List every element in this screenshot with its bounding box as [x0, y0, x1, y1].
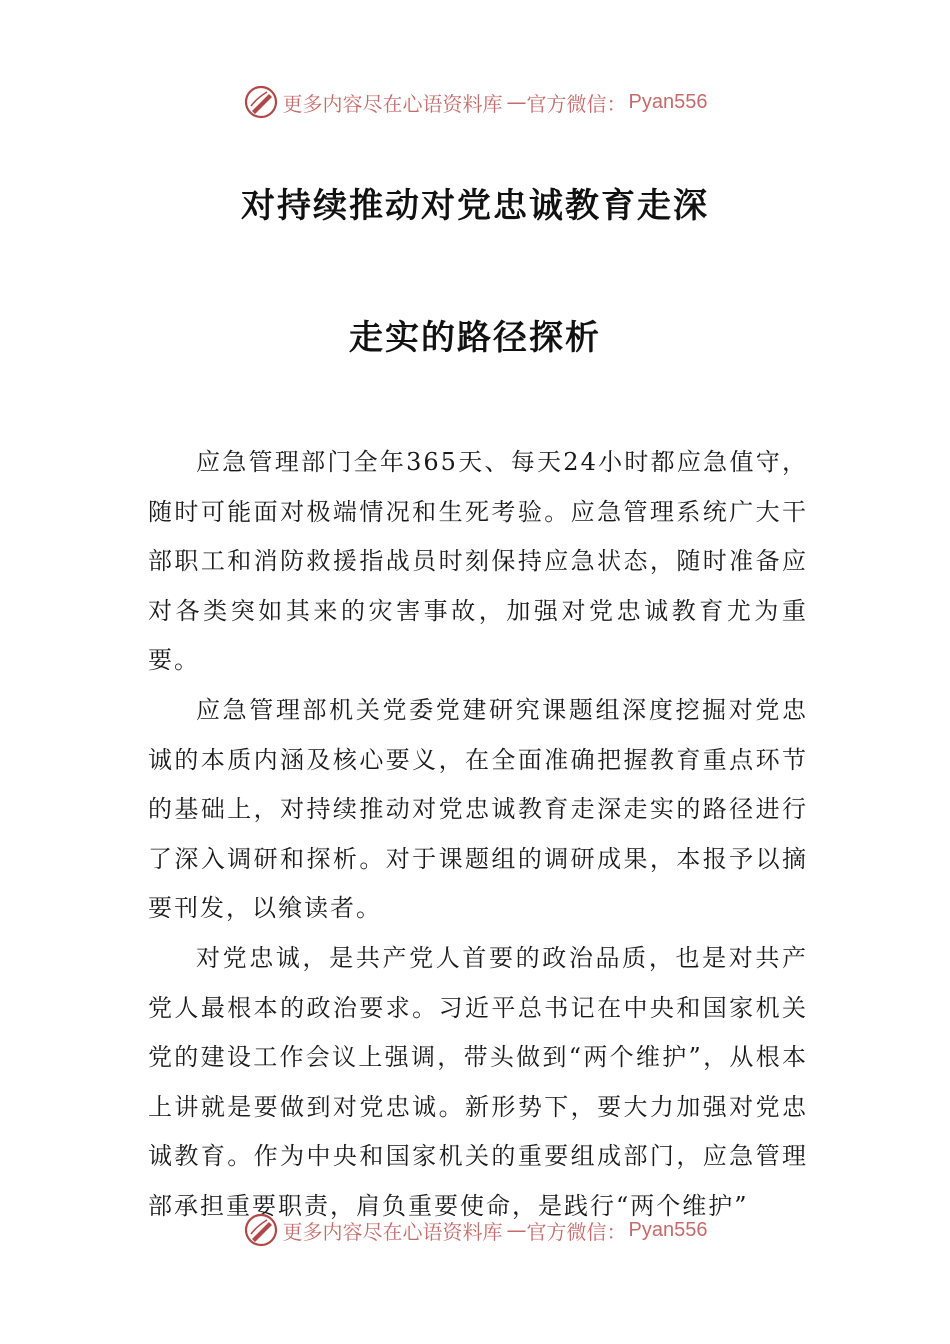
pen-seal-icon	[243, 1212, 279, 1248]
watermark-label: 官方微信：	[526, 91, 627, 116]
watermark-label: 官方微信：	[526, 1219, 627, 1244]
pen-seal-icon	[243, 84, 279, 120]
document-title-line-1: 对持续推动对党忠诚教育走深	[241, 186, 709, 226]
body-paragraph: 应急管理部门全年365天、每天24小时都应急值守，随时可能面对极端情况和生死考验。应急管理系统广大干部职工和消防救援指战员时刻保持应急状态，随时准备应对各类突如其来的灾害事故，加强对党忠诚教育尤为重要。	[148, 448, 808, 675]
watermark-wechat-id: Pyan556	[628, 1218, 708, 1241]
document-title-line-2: 走实的路径探析	[349, 318, 601, 358]
body-paragraph: 应急管理部机关党委党建研究课题组深度挖掘对党忠诚的本质内涵及核心要义，在全面准确把握教育重点环节的基础上，对持续推动对党忠诚教育走深走实的路径进行了深入调研和探析。对于课题组的调研成果，本报予以摘要刊发，以飨读者。	[148, 695, 808, 923]
body-paragraph: 对党忠诚，是共产党人首要的政治品质，也是对共产党人最根本的政治要求。习近平总书记在中央和国家机关党的建设工作会议上强调，带头做到“两个维护”，从根本上讲就是要做到对党忠诚。新形势下，要大力加强对党忠诚教育。作为中央和国家机关的重要组成部门，应急管理部承担重要职责，肩负重要使命，是践行“两个维护”	[148, 943, 808, 1220]
watermark-separator: —	[506, 90, 527, 114]
watermark-footer	[0, 1212, 950, 1248]
watermark-brand: 更多内容尽在心语资料库	[282, 91, 503, 116]
watermark-brand: 更多内容尽在心语资料库	[282, 1219, 503, 1244]
document-body	[148, 438, 808, 1232]
watermark-separator: —	[506, 1218, 527, 1242]
watermark-wechat-id: Pyan556	[628, 90, 708, 113]
watermark-header	[0, 84, 950, 120]
